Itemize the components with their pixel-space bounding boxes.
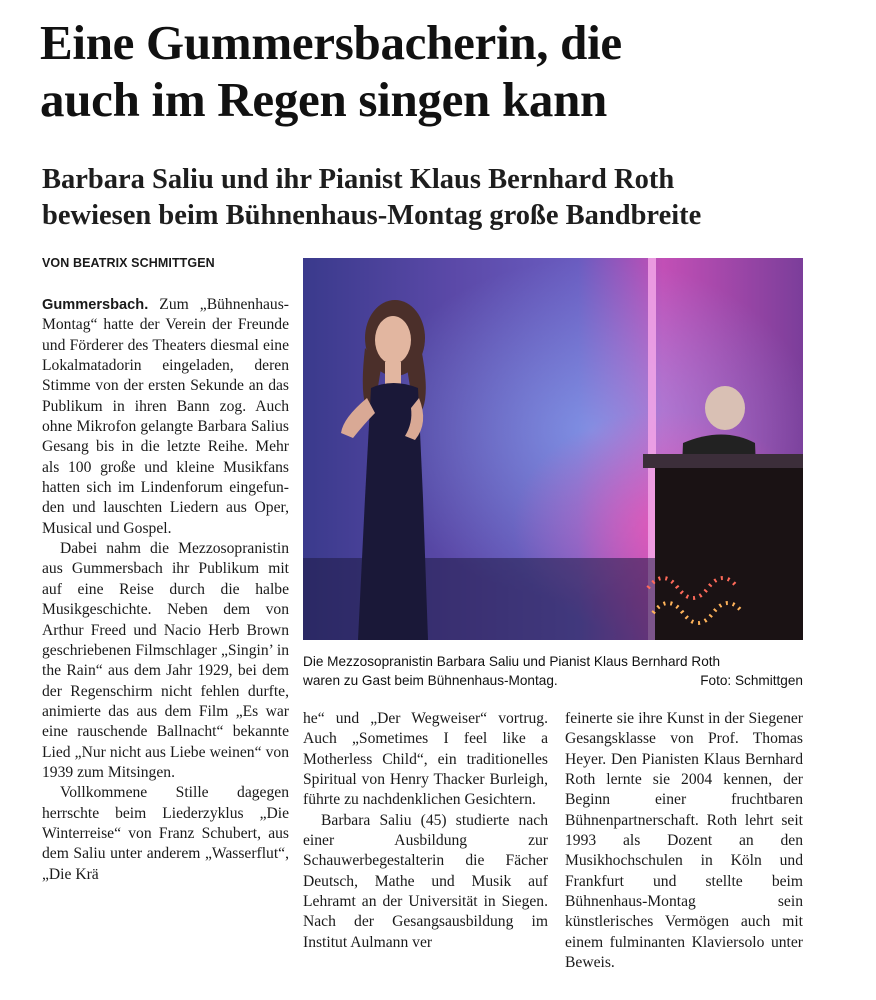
paragraph: Dabei nahm die Mezzosopranistin aus Gummersbach ihr Publikum mit auf eine Reise durch die halbe Musikgeschichte. Neben dem von Arthur Freed und Nacio Herb Brown geschriebenen Filmschlager „Singin’ in the Rain“ aus dem Jahr 1929, bei dem der Regenschirm nicht fehlen durfte, animierte das aus dem Film „Es war eine rauschende Ballnacht“ bekannte Lied „Nur nicht aus Liebe weinen“ von 1939 zum Mitsingen. (42, 540, 289, 781)
author-byline: VON BEATRIX SCHMITTGEN (42, 256, 215, 270)
subheadline-line-2: bewiesen beim Bühnenhaus-Montag große Bandbreite (42, 200, 702, 231)
paragraph (42, 295, 289, 539)
photo-caption (303, 652, 803, 690)
article-column-3 (565, 709, 803, 973)
headline (40, 14, 860, 128)
caption-line-1: Die Mezzosopranistin Barbara Saliu und Pianist Klaus Bernhard Roth (303, 654, 721, 669)
subheadline (42, 162, 862, 234)
photo-credit: Foto: Schmittgen (700, 673, 803, 688)
subheadline-line-1: Barbara Saliu und ihr Pianist Klaus Bernhard Roth (42, 164, 675, 195)
headline-line-2: auch im Regen singen kann (40, 72, 608, 127)
concert-photo (303, 258, 803, 640)
paragraph: he“ und „Der Wegweiser“ vortrug. Auch „Sometimes I feel like a Motherless Child“, ein traditionelles Spiritual von Henry Thacker Burleigh, führte zu nachdenklichen Gesichtern. (303, 710, 548, 809)
article-column-2 (303, 709, 548, 953)
article-column-1 (42, 295, 289, 885)
paragraph: Barbara Saliu (45) studierte nach einer Ausbildung zur Schauwerbegestalterin die Fächer Deutsch, Mathe und Musik auf Lehramt an der Universität in Siegen. Nach der Gesangsausbildung im Institut Aulmann ver (303, 811, 548, 951)
caption-line-2: waren zu Gast beim Bühnenhaus-Montag. (303, 673, 558, 688)
headline-line-1: Eine Gummersbacherin, die (40, 15, 622, 70)
paragraph: feinerte sie ihre Kunst in der Siegener Gesangsklasse von Prof. Thomas Heyer. Den Pianisten Klaus Bernhard Roth lernte sie 2004 kennen, der Beginn einer fruchtbaren Bühnenpartnerschaft. Roth lehrt seit 1993 als Dozent an den Musikhochschulen in Köln und Frankfurt und stellte beim Bühnenhaus-Montag sein künstlerisches Vermögen auch mit einem fulminanten Klaviersolo unter Beweis. (565, 710, 803, 972)
paragraph-text: Zum „Bühnenhaus-Montag“ hatte der Verein der Freunde und Förderer des Theaters diesmal eine Lokalmatadorin eingeladen, deren Stimme von der ersten Sekunde an das Publikum in ihren Bann zog. Auch ohne Mikrofon gelangte Barbara Salius Gesang bis in die letzte Reihe. Mehr als 100 große und kleine Musikfans hatten sich im Lindenforum eingefunden und lauschten Liedern aus Oper, Musical und Gospel. (42, 296, 289, 537)
dateline: Gummersbach. (42, 297, 149, 313)
paragraph: Vollkommene Stille dagegen herrschte beim Liederzyklus „Die Winterreise“ von Franz Schubert, aus dem Saliu unter anderem „Wasserflut“, „Die Krä (42, 784, 289, 883)
